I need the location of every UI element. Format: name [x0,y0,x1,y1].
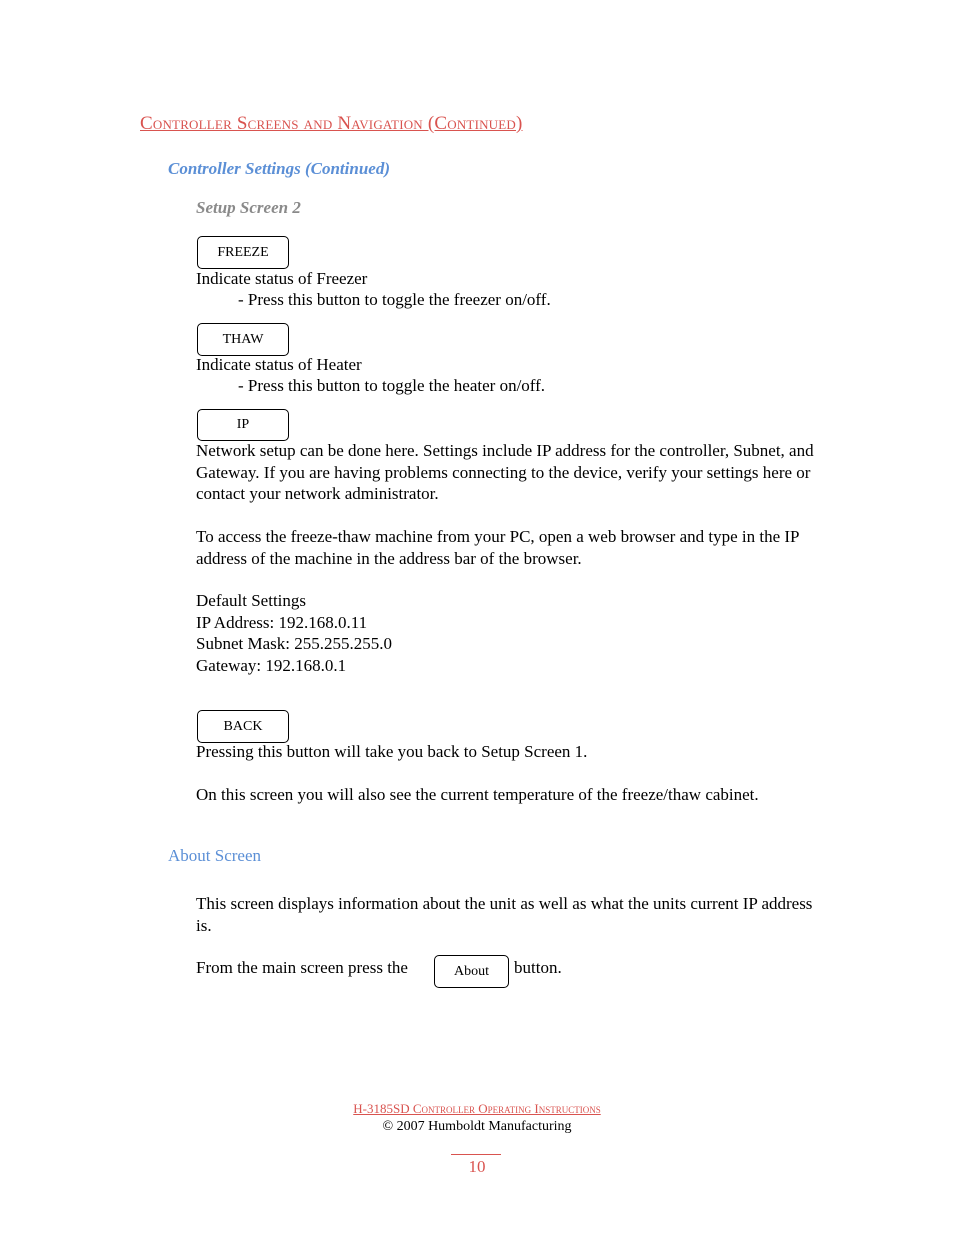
footer-title: H-3185SD Controller Operating Instructions [353,1101,601,1116]
default-settings-title: Default Settings [196,591,307,610]
about-button[interactable]: About [434,955,509,988]
freeze-bullet: - Press this button to toggle the freezer on/off. [238,290,551,309]
about-description: This screen displays information about the unit as well as what the units current IP address is. [196,894,813,935]
default-gateway: Gateway: 192.168.0.1 [196,656,347,675]
back-note: On this screen you will also see the current temperature of the freeze/thaw cabinet. [196,785,759,804]
thaw-button[interactable]: THAW [197,323,289,356]
footer-divider [451,1154,501,1155]
back-button[interactable]: BACK [197,710,289,743]
ip-button[interactable]: IP [197,409,289,441]
page-number: 10 [468,1157,486,1176]
section-heading: Controller Screens and Navigation (Continued) [140,113,523,134]
thaw-bullet: - Press this button to toggle the heater on/off. [238,376,546,395]
back-description: Pressing this button will take you back to Setup Screen 1. [196,742,588,761]
thaw-description: Indicate status of Heater [196,355,362,374]
footer-copyright: © 2007 Humboldt Manufacturing [382,1119,572,1134]
about-screen-title: About Screen [168,846,262,865]
about-instruction-before: From the main screen press the [196,958,408,977]
setup-screen-title: Setup Screen 2 [196,198,301,217]
default-subnet-mask: Subnet Mask: 255.255.255.0 [196,634,392,653]
ip-description: Network setup can be done here. Settings include IP address for the controller, Subnet, and Gateway. If you are having problems connecting to the device, verify your settings here or contact your network administrator. [196,441,814,503]
subsection-heading: Controller Settings (Continued) [168,159,390,178]
ip-access-instructions: To access the freeze-thaw machine from your PC, open a web browser and type in the IP address of the machine in the address bar of the browser. [196,527,799,568]
freeze-description: Indicate status of Freezer [196,269,368,288]
about-instruction-after: button. [514,958,562,977]
default-ip-address: IP Address: 192.168.0.11 [196,613,368,632]
freeze-button[interactable]: FREEZE [197,236,289,269]
